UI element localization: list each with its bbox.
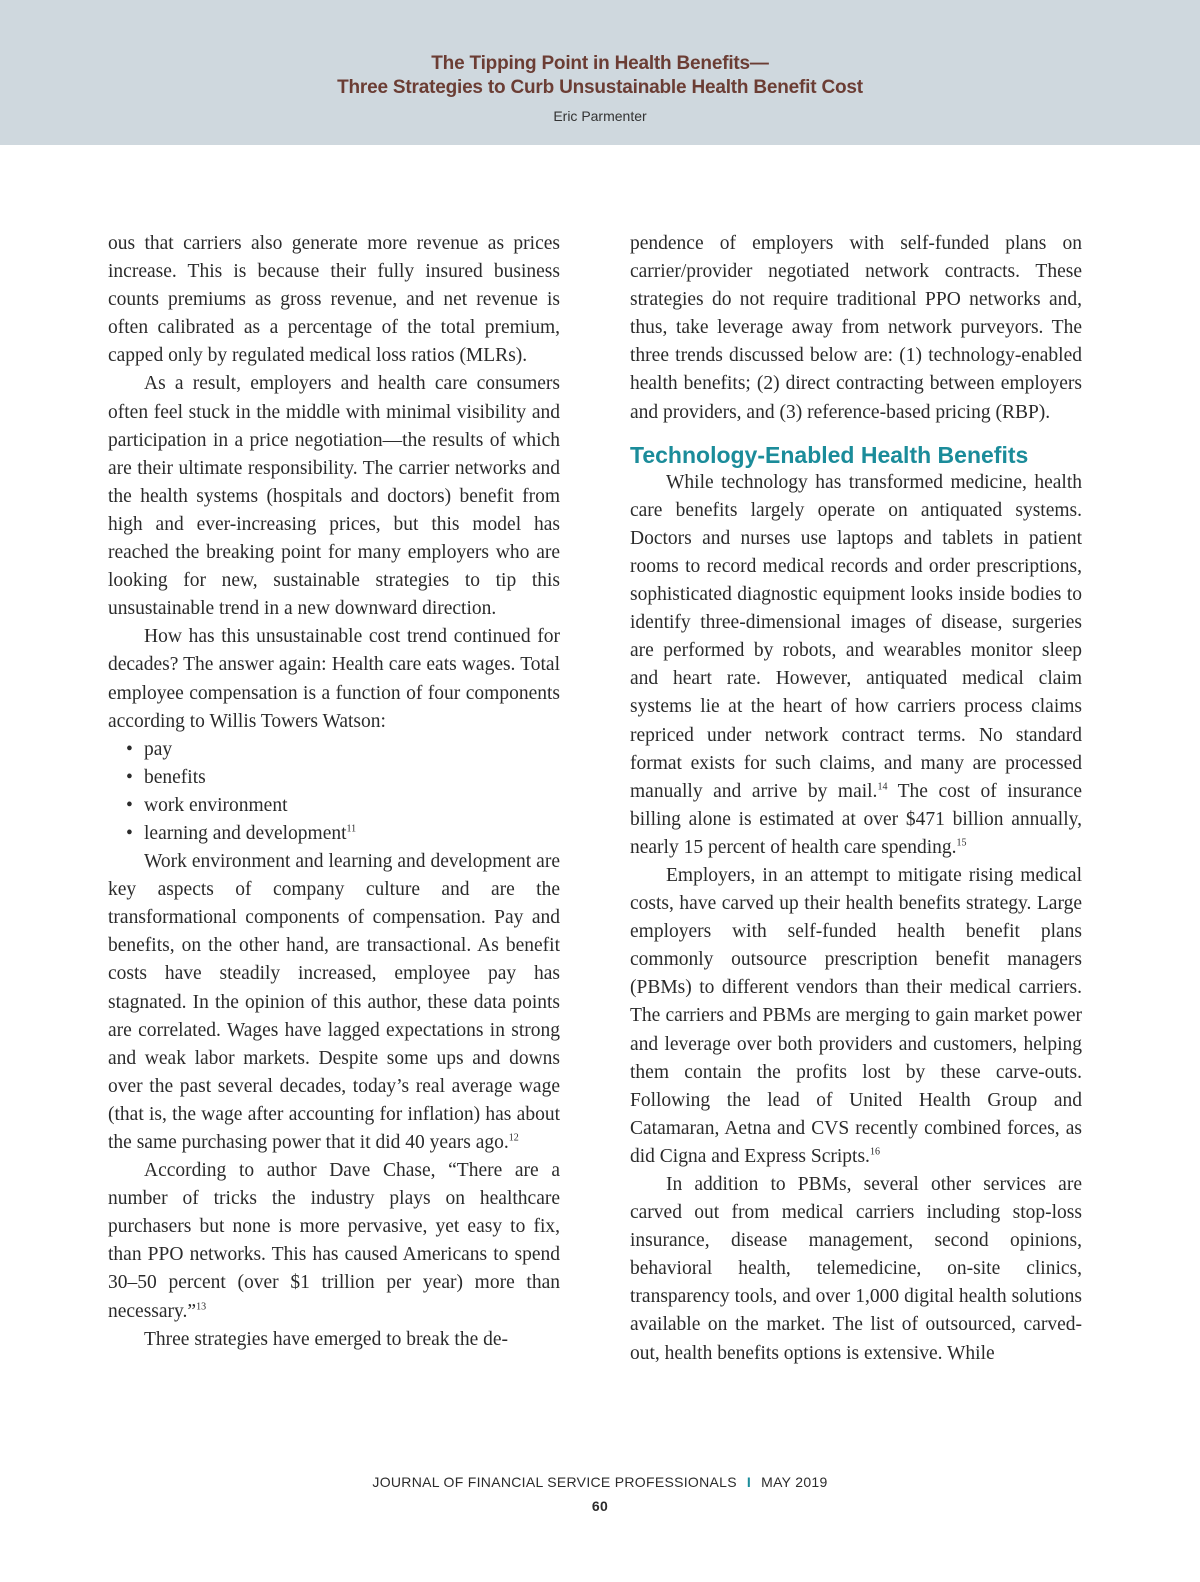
footnote-ref: 16 [869,1146,880,1158]
page-footer [0,1474,1200,1514]
paragraph: How has this unsustainable cost trend continued for decades? The answer again: Health care eats wages. Total employee compensation is a function of four components according to Willis Towers Watson: [108,626,560,732]
article-header-banner [0,0,1200,145]
list-item: • work environment [126,792,560,820]
article-author: Eric Parmenter [553,108,647,124]
paragraph: pendence of employers with self-funded plans on carrier/provider negotiated network contracts. These strategies do not require traditional PPO networks and, thus, take leverage away from network purveyors. The three trends discussed below are: (1) technology-enabled health benefits; (2) direct contracting between employers and providers, and (3) reference-based pricing (RBP). [630,233,1082,423]
footnote-ref: 11 [346,823,357,835]
page-number: 60 [591,1498,609,1514]
paragraph: Employers, in an attempt to mitigate rising medical costs, have carved up their health benefits strategy. Large employers with self-funded health benefit plans commonly outsource prescription benefit managers (PBMs) to different vendors than their medical carriers. The carriers and PBMs are merging to gain market power and leverage over both providers and customers, helping them contain the profits lost by these carve-outs. Following the lead of United Health Group and Catamaran, Aetna and CVS recently combined forces, as did Cigna and Express Scripts.$^{16}$ [630,864,1082,1167]
article-title-line1: The Tipping Point in Health Benefits— [431,53,769,74]
left-column [108,230,560,1354]
article-title-line2: Three Strategies to Curb Unsustainable Health Benefit Cost [337,77,863,98]
list-item: • benefits [126,764,560,792]
footnote-ref: 13 [196,1301,207,1313]
list-item: • learning and development$^{11}$ [126,820,560,848]
paragraph: According to author Dave Chase, “There are a number of tricks the industry plays on healthcare purchasers but none is more pervasive, yet easy to fix, than PPO networks. This has caused Americans to spend 30–50 percent (over $1 trillion per year) more than necessary.”$^{13}$ [108,1160,560,1322]
paragraph: As a result, employers and health care consumers often feel stuck in the middle with minimal visibility and participation in a price negotiation—the results of which are their ultimate responsibility. The carrier networks and the health systems (hospitals and doctors) benefit from high and ever-increasing prices, but this model has reached the breaking point for many employers who are looking for new, sustainable strategies to tip this unsustainable trend in a new downward direction. [108,373,560,620]
footnote-ref: 12 [508,1132,519,1144]
paragraph: Three strategies have emerged to break the de- [144,1328,509,1350]
paragraph: While technology has transformed medicine, health care benefits largely operate on antiquated systems. Doctors and nurses use laptops and tablets in patient rooms to record medical records and order prescriptions, sophisticated diagnostic equipment looks inside bodies to identify three-dimensional images of disease, surgeries are performed by robots, and wearables monitor sleep and heart rate. However, antiquated medical claim systems lie at the heart of how carriers process claims repriced under network contract terms. No standard format exists for such claims, and many are processed manually and arrive by mail.$^{14}$ The cost of insurance billing alone is estimated at over $471 billion annually, nearly 15 percent of health care spending.$^{15}$ [630,471,1082,858]
paragraph: Work environment and learning and development are key aspects of company culture and are the transformational components of compensation. Pay and benefits, on the other hand, are transactional. As benefit costs have steadily increased, employee pay has stagnated. In the opinion of this author, these data points are correlated. Wages have lagged expectations in strong and weak labor markets. Despite some ups and downs over the past several decades, today’s real average wage (that is, the wage after accounting for inflation) has about the same purchasing power that it did 40 years ago.$^{12}$ [108,851,560,1153]
journal-name: JOURNAL OF FINANCIAL SERVICE PROFESSIONALS [372,1474,737,1490]
footer-separator: I [746,1474,752,1490]
footnote-ref: 14 [877,781,888,793]
footer-line [0,1474,1200,1490]
section-heading: Technology-Enabled Health Benefits [630,441,1029,468]
list-item: • pay [126,736,560,764]
compensation-components-list [108,736,560,848]
issue-date: MAY 2019 [761,1474,828,1490]
paragraph: In addition to PBMs, several other services are carved out from medical carriers including stop-loss insurance, disease management, second opinions, behavioral health, telemedicine, on-site clinics, transparency tools, and over 1,000 digital health solutions available on the market. The list of outsourced, carved-out, health benefits options is extensive. While [630,1174,1082,1364]
footnote-ref: 15 [956,837,967,849]
paragraph: ous that carriers also generate more revenue as prices increase. This is because their fully insured business counts premiums as gross revenue, and net revenue is often calibrated as a percentage of the total premium, capped only by regulated medical loss ratios (MLRs). [108,233,560,367]
right-column [630,230,1082,1368]
